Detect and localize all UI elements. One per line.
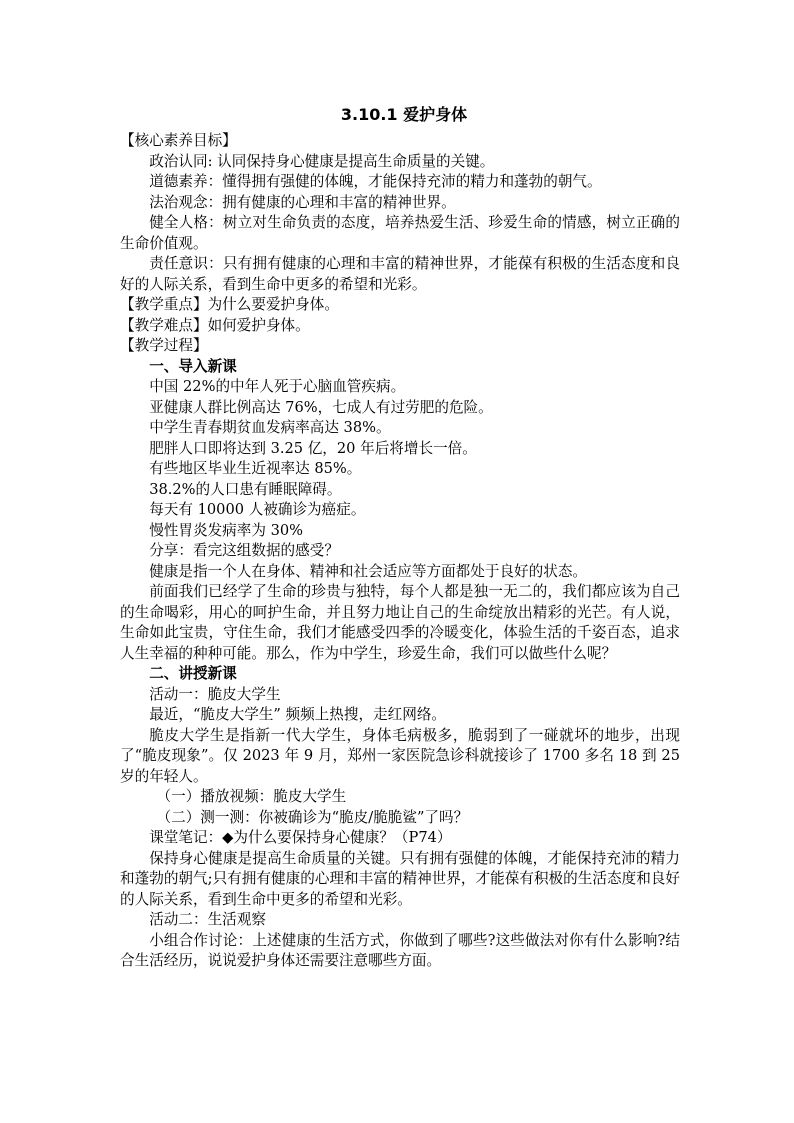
activity1-title: 活动一：脆皮大学生 — [149, 685, 281, 703]
class-note: 课堂笔记：◆为什么要保持身心健康？（P74） — [149, 829, 452, 846]
process-heading: 【教学过程】 — [120, 337, 208, 354]
stat-line: 中学生青春期贫血发病率高达 38%。 — [149, 419, 391, 436]
goal-political: 政治认同: 认同保持身心健康是提高生命质量的关键。 — [149, 152, 495, 170]
page-title: 3.10.1 爱护身体 — [340, 105, 468, 124]
key-point: 【教学重点】为什么要爱护身体。 — [120, 296, 339, 313]
stat-line: 38.2%的人口患有睡眠障碍。 — [149, 480, 342, 498]
part2-heading: 二、讲授新课 — [149, 665, 237, 682]
document-page — [120, 103, 680, 972]
activity2-title: 活动二：生活观察 — [149, 911, 266, 928]
goal-law: 法治观念：拥有健康的心理和丰富的精神世界。 — [149, 193, 456, 211]
activity1-line: 脆皮大学生是指新一代大学生，身体毛病极多，脆弱到了一碰就坏的地步，出现了“脆皮现象”。仅 2023 年 9 月，郑州一家医院急诊科就接诊了 1700 多名 18 到 25 岁的年轻人。 — [120, 726, 680, 785]
goal-responsibility: 责任意识：只有拥有健康的心理和丰富的精神世界，才能葆有积极的生活态度和良好的人际关系，看到生命中更多的希望和光彩。 — [120, 255, 680, 293]
core-goals-heading: 【核心素养目标】 — [120, 132, 237, 149]
stat-line: 每天有 10000 人被确诊为癌症。 — [149, 501, 366, 518]
intro-paragraph: 前面我们已经学了生命的珍贵与独特，每个人都是独一无二的，我们都应该为自己的生命喝彩，用心的呵护生命，并且努力地让自己的生命绽放出精彩的光芒。有人说，生命如此宝贵，守住生命，我们才能感受四季的冷暖变化，体验生活的千姿百态，追求人生幸福的种种可能。那么，作为中学生，珍爱生命，我们可以做些什么呢？ — [120, 583, 680, 662]
stat-line: 亚健康人群比例高达 76%，七成人有过劳肥的危险。 — [149, 398, 493, 416]
activity1-line: 最近，“脆皮大学生” 频频上热搜，走红网络。 — [149, 706, 447, 723]
goal-moral: 道德素养：懂得拥有强健的体魄，才能保持充沛的精力和蓬勃的朝气。 — [149, 173, 602, 190]
activity1-step: （一）播放视频：脆皮大学生 — [156, 788, 347, 805]
activity2-text: 小组合作讨论：上述健康的生活方式，你做到了哪些?这些做法对你有什么影响?结合生活经历，说说爱护身体还需要注意哪些方面。 — [120, 931, 680, 969]
stat-line: 慢性胃炎发病率为 30% — [149, 521, 304, 539]
share-prompt: 分享：看完这组数据的感受？ — [149, 542, 339, 559]
stat-line: 肥胖人口即将达到 3.25 亿，20 年后将增长一倍。 — [149, 439, 477, 457]
health-definition: 健康是指一个人在身体、精神和社会适应等方面都处于良好的状态。 — [149, 562, 588, 580]
difficult-point: 【教学难点】如何爱护身体。 — [120, 316, 310, 334]
part1-heading: 一、导入新课 — [149, 357, 237, 375]
class-note-answer: 保持身心健康是提高生命质量的关键。只有拥有强健的体魄，才能保持充沛的精力和蓬勃的朝气;只有拥有健康的心理和丰富的精神世界，才能葆有积极的生活态度和良好的人际关系，看到生命中更多的希望和光彩。 — [120, 849, 680, 908]
goal-personality: 健全人格：树立对生命负责的态度，培养热爱生活、珍爱生命的情感，树立正确的生命价值观。 — [120, 214, 680, 252]
stat-line: 中国 22%的中年人死于心脑血管疾病。 — [149, 378, 406, 395]
stat-line: 有些地区毕业生近视率达 85%。 — [149, 460, 362, 477]
activity1-step: （二）测一测：你被确诊为“脆皮/脆脆鲨”了吗？ — [156, 808, 469, 826]
